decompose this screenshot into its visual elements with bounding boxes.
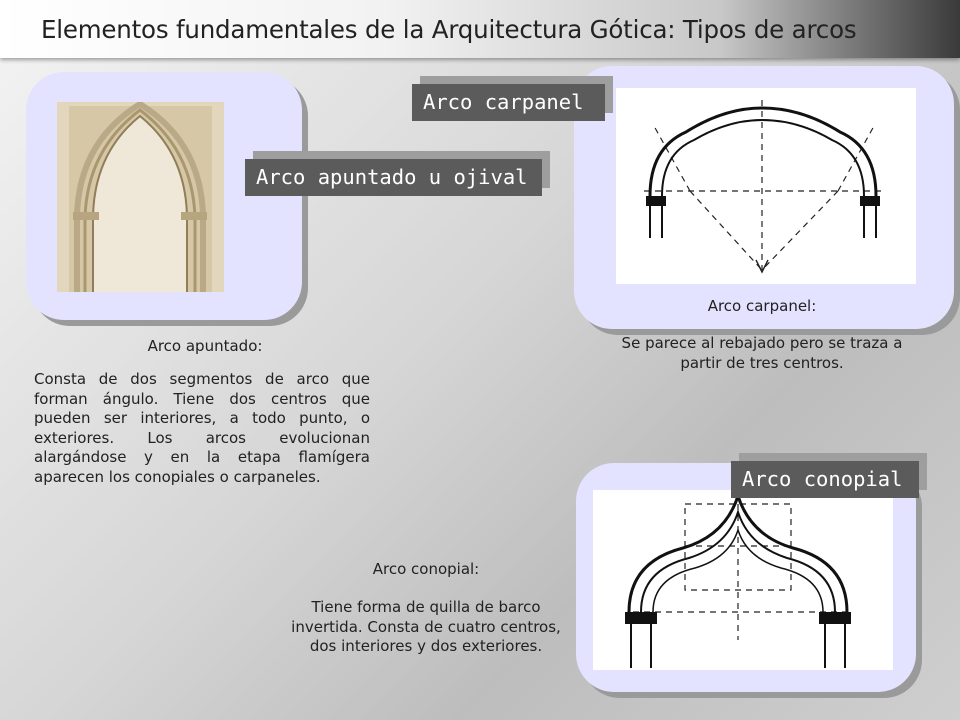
text-arco-apuntado: Consta de dos segmentos de arco que forman ángulo. Tiene dos centros que pueden ser interiores, a todo punto, o exteriores. Los arcos evolucionan alargándose y en la etapa flamígera aparecen los conopiales o carpaneles. (34, 370, 370, 486)
text-arco-carpanel: Se parece al rebajado pero se traza a partir de tres centros. (621, 334, 903, 372)
pointed-arch-photo (57, 102, 224, 292)
label-arco-conopial: Arco conopial (731, 461, 919, 498)
ogee-arch-diagram (593, 490, 893, 670)
heading-arco-carpanel: Arco carpanel: (707, 297, 817, 315)
heading-arco-conopial: Arco conopial: (372, 560, 480, 578)
basket-arch-diagram (616, 88, 916, 284)
page-title: Elementos fundamentales de la Arquitectura Gótica: Tipos de arcos (41, 15, 857, 44)
text-arco-conopial: Tiene forma de quilla de barco invertida. Consta de cuatro centros, dos interiores y dos exteriores. (291, 598, 561, 655)
heading-arco-apuntado: Arco apuntado: (147, 337, 263, 355)
title-bar (0, 0, 960, 58)
label-arco-apuntado: Arco apuntado u ojival (245, 159, 542, 196)
label-arco-carpanel: Arco carpanel (412, 84, 605, 121)
